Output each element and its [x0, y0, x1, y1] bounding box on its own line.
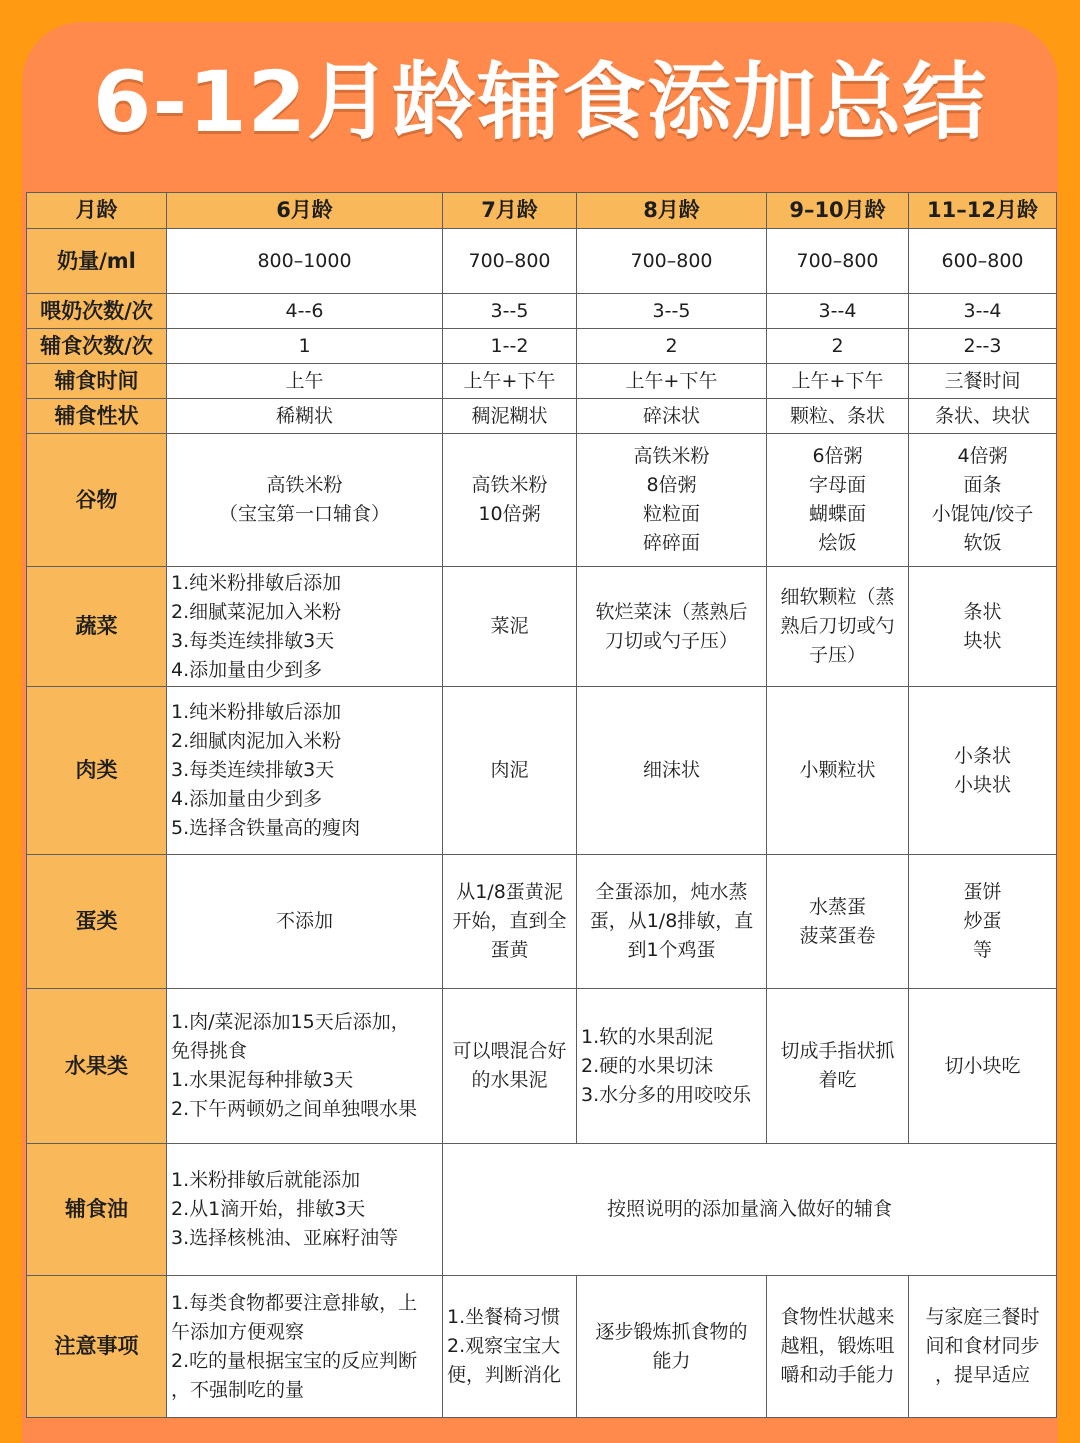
cell-line: 8倍粥 [646, 474, 697, 496]
table-cell: 700–800 [577, 229, 767, 294]
table-cell: 2 [577, 329, 767, 364]
cell-line: 水蒸蛋 [808, 895, 866, 918]
table-cell [767, 989, 909, 1144]
table-cell [909, 687, 1057, 855]
table-cell [577, 1276, 767, 1418]
table-cell [767, 434, 909, 567]
table-cell [443, 434, 577, 567]
table-cell [167, 989, 443, 1144]
cell-line: 1.每类食物都要注意排敏，上 [171, 1291, 418, 1314]
cell-line: 2.细腻肉泥加入米粉 [171, 730, 342, 752]
cell-line: 食物性状越来 [780, 1306, 895, 1328]
cell-line: 1.肉/菜泥添加15天后添加， [171, 1011, 410, 1033]
cell-line: 菠菜蛋卷 [799, 924, 876, 947]
cell-line: 蝴蝶面 [808, 503, 866, 525]
table-cell [577, 434, 767, 567]
table-row [27, 855, 1057, 989]
table-cell: 上午 [167, 364, 443, 399]
table-cell [767, 687, 909, 855]
header-cell: 月龄 [27, 193, 167, 229]
table-cell: 600–800 [909, 229, 1057, 294]
cell-line: 小条状 [953, 744, 1011, 767]
table-cell [577, 989, 767, 1144]
cell-line: 的水果泥 [471, 1069, 548, 1091]
table-row [27, 1276, 1057, 1418]
cell-line: 4倍粥 [957, 445, 1008, 467]
cell-line: 高铁米粉 [471, 474, 548, 496]
table-cell [909, 567, 1057, 687]
row-label: 奶量/ml [27, 229, 167, 294]
cell-line: ，不强制吃的量 [171, 1378, 305, 1401]
header-cell: 11–12月龄 [909, 193, 1057, 229]
row-label: 辅食性状 [27, 399, 167, 434]
cell-line: 蛋饼 [963, 881, 1002, 903]
table-cell [167, 855, 443, 989]
row-label: 辅食油 [27, 1144, 167, 1276]
cell-line: 10倍粥 [478, 503, 541, 525]
cell-line: 菜泥 [490, 615, 529, 637]
table-cell: 700–800 [767, 229, 909, 294]
header-cell: 8月龄 [577, 193, 767, 229]
table-cell: 3--4 [767, 294, 909, 329]
table-row [27, 399, 1057, 434]
table-cell [577, 687, 767, 855]
cell-line: 着吃 [818, 1069, 857, 1091]
cell-line: ，提早适应 [934, 1364, 1030, 1386]
cell-line: 小块状 [953, 773, 1011, 796]
table-cell: 1 [167, 329, 443, 364]
table-cell: 上午+下午 [443, 364, 577, 399]
table-row [27, 329, 1057, 364]
cell-line: 与家庭三餐时 [925, 1306, 1040, 1328]
cell-line: 切小块吃 [944, 1054, 1021, 1077]
cell-line: 软饭 [963, 532, 1002, 554]
table-cell: 3--5 [443, 294, 577, 329]
row-label: 喂奶次数/次 [27, 294, 167, 329]
cell-line: 1.软的水果刮泥 [581, 1025, 714, 1048]
cell-line: 小颗粒状 [799, 759, 876, 781]
cell-line: 块状 [963, 629, 1002, 652]
cell-line: 碎碎面 [642, 532, 700, 554]
cell-line: 便，判断消化 [447, 1364, 562, 1386]
cell-line: 间和食材同步 [925, 1335, 1040, 1357]
cell-line: 细沫状 [642, 759, 700, 781]
table-cell: 4--6 [167, 294, 443, 329]
cell-line: 细软颗粒（蒸 [780, 586, 895, 608]
cell-line: 炒蛋 [963, 910, 1002, 932]
cell-line: 3.选择核桃油、亚麻籽油等 [171, 1227, 399, 1249]
cell-line: 熟后刀切或勺 [780, 615, 895, 637]
cell-line: 能力 [652, 1349, 691, 1372]
table-cell [767, 1276, 909, 1418]
cell-line: 粒粒面 [642, 503, 700, 525]
row-label: 谷物 [27, 434, 167, 567]
table-cell [167, 1276, 443, 1418]
table-cell: 颗粒、条状 [767, 399, 909, 434]
table-row [27, 1144, 1057, 1276]
row-label: 肉类 [27, 687, 167, 855]
table-cell [443, 687, 577, 855]
table-cell: 2 [767, 329, 909, 364]
table-cell: 碎沫状 [577, 399, 767, 434]
cell-line: 1.坐餐椅习惯 [447, 1306, 561, 1328]
cell-line: 嚼和动手能力 [780, 1364, 895, 1386]
cell-line: 烩饭 [818, 532, 857, 554]
cell-line: 4.添加量由少到多 [171, 788, 323, 810]
cell-line: 切成手指状抓 [780, 1040, 895, 1062]
table-row [27, 567, 1057, 687]
table-cell [909, 989, 1057, 1144]
table-cell [443, 567, 577, 687]
cell-line: 面条 [963, 474, 1002, 496]
cell-line: 免得挑食 [171, 1040, 248, 1062]
cell-line: 不添加 [275, 910, 333, 932]
table-row [27, 687, 1057, 855]
cell-line: 2.吃的量根据宝宝的反应判断 [171, 1349, 418, 1372]
cell-line: 条状 [963, 600, 1002, 623]
table-row [27, 364, 1057, 399]
row-label: 蔬菜 [27, 567, 167, 687]
cell-line: 蛋，从1/8排敏，直 [589, 910, 754, 932]
cell-line: 可以喂混合好 [452, 1040, 567, 1062]
table-cell [909, 855, 1057, 989]
cell-line: 子压） [808, 644, 866, 666]
table-cell: 三餐时间 [909, 364, 1057, 399]
table-cell: 800–1000 [167, 229, 443, 294]
cell-line: 午添加方便观察 [171, 1320, 305, 1343]
row-label: 辅食时间 [27, 364, 167, 399]
table-cell [167, 567, 443, 687]
cell-line: 1.米粉排敏后就能添加 [171, 1169, 361, 1191]
table-cell [167, 434, 443, 567]
header-row [27, 193, 1057, 229]
table-cell: 稀糊状 [167, 399, 443, 434]
cell-line: 5.选择含铁量高的瘦肉 [171, 817, 361, 839]
table-row [27, 229, 1057, 294]
cell-line: 全蛋添加，炖水蒸 [595, 881, 748, 903]
cell-line: 1.纯米粉排敏后添加 [171, 571, 342, 594]
cell-line: 3.每类连续排敏3天 [171, 629, 335, 652]
table-cell [577, 567, 767, 687]
table-cell [577, 855, 767, 989]
table-cell [167, 1144, 443, 1276]
cell-line: 2.从1滴开始，排敏3天 [171, 1198, 366, 1220]
cell-line: 2.细腻菜泥加入米粉 [171, 600, 342, 623]
cell-line: 开始，直到全 [452, 910, 567, 932]
table-cell [909, 434, 1057, 567]
table-cell: 700–800 [443, 229, 577, 294]
table-cell [443, 989, 577, 1144]
cell-line: （宝宝第一口辅食） [218, 503, 390, 525]
cell-line: 逐步锻炼抓食物的 [595, 1320, 748, 1343]
table-cell: 2--3 [909, 329, 1057, 364]
table-cell: 稠泥糊状 [443, 399, 577, 434]
cell-line: 1.纯米粉排敏后添加 [171, 701, 342, 723]
table-cell: 3--5 [577, 294, 767, 329]
cell-line: 肉泥 [490, 759, 529, 781]
row-label: 辅食次数/次 [27, 329, 167, 364]
table-cell [767, 567, 909, 687]
cell-line: 6倍粥 [812, 445, 863, 467]
table-cell: 按照说明的添加量滴入做好的辅食 [443, 1144, 1057, 1276]
cell-line: 蛋黄 [490, 939, 529, 961]
cell-line: 从1/8蛋黄泥 [456, 881, 563, 903]
cell-line: 2.观察宝宝大 [447, 1335, 561, 1357]
cell-line: 1.水果泥每种排敏3天 [171, 1069, 354, 1091]
table-cell [767, 855, 909, 989]
header-cell: 9–10月龄 [767, 193, 909, 229]
table-row [27, 434, 1057, 567]
cell-line: 高铁米粉 [266, 474, 343, 496]
table-row [27, 989, 1057, 1144]
table-row [27, 294, 1057, 329]
feeding-table [26, 192, 1057, 1418]
cell-line: 3.水分多的用咬咬乐 [581, 1083, 752, 1106]
table-cell [167, 687, 443, 855]
cell-line: 到1个鸡蛋 [627, 939, 716, 961]
table-cell [443, 1276, 577, 1418]
header-cell: 7月龄 [443, 193, 577, 229]
cell-line: 3.每类连续排敏3天 [171, 759, 335, 781]
cell-line: 字母面 [808, 474, 866, 496]
row-label: 蛋类 [27, 855, 167, 989]
cell-line: 等 [972, 939, 992, 961]
table-cell [443, 855, 577, 989]
header-cell: 6月龄 [167, 193, 443, 229]
table-cell: 条状、块状 [909, 399, 1057, 434]
cell-line: 软烂菜沫（蒸熟后 [595, 600, 748, 623]
cell-line: 越粗，锻炼咀 [780, 1335, 895, 1357]
row-label: 水果类 [27, 989, 167, 1144]
cell-line: 4.添加量由少到多 [171, 658, 323, 681]
cell-line: 高铁米粉 [633, 445, 710, 467]
page-title: 6-12月龄辅食添加总结 [92, 53, 988, 151]
cell-line: 刀切或勺子压） [604, 629, 738, 652]
table-cell: 3--4 [909, 294, 1057, 329]
cell-line: 小馄饨/饺子 [931, 503, 1034, 525]
table-cell: 1--2 [443, 329, 577, 364]
cell-line: 2.下午两顿奶之间单独喂水果 [171, 1098, 418, 1120]
table-cell [909, 1276, 1057, 1418]
table-cell: 上午+下午 [577, 364, 767, 399]
table-cell: 上午+下午 [767, 364, 909, 399]
row-label: 注意事项 [27, 1276, 167, 1418]
cell-line: 2.硬的水果切沫 [581, 1054, 714, 1077]
